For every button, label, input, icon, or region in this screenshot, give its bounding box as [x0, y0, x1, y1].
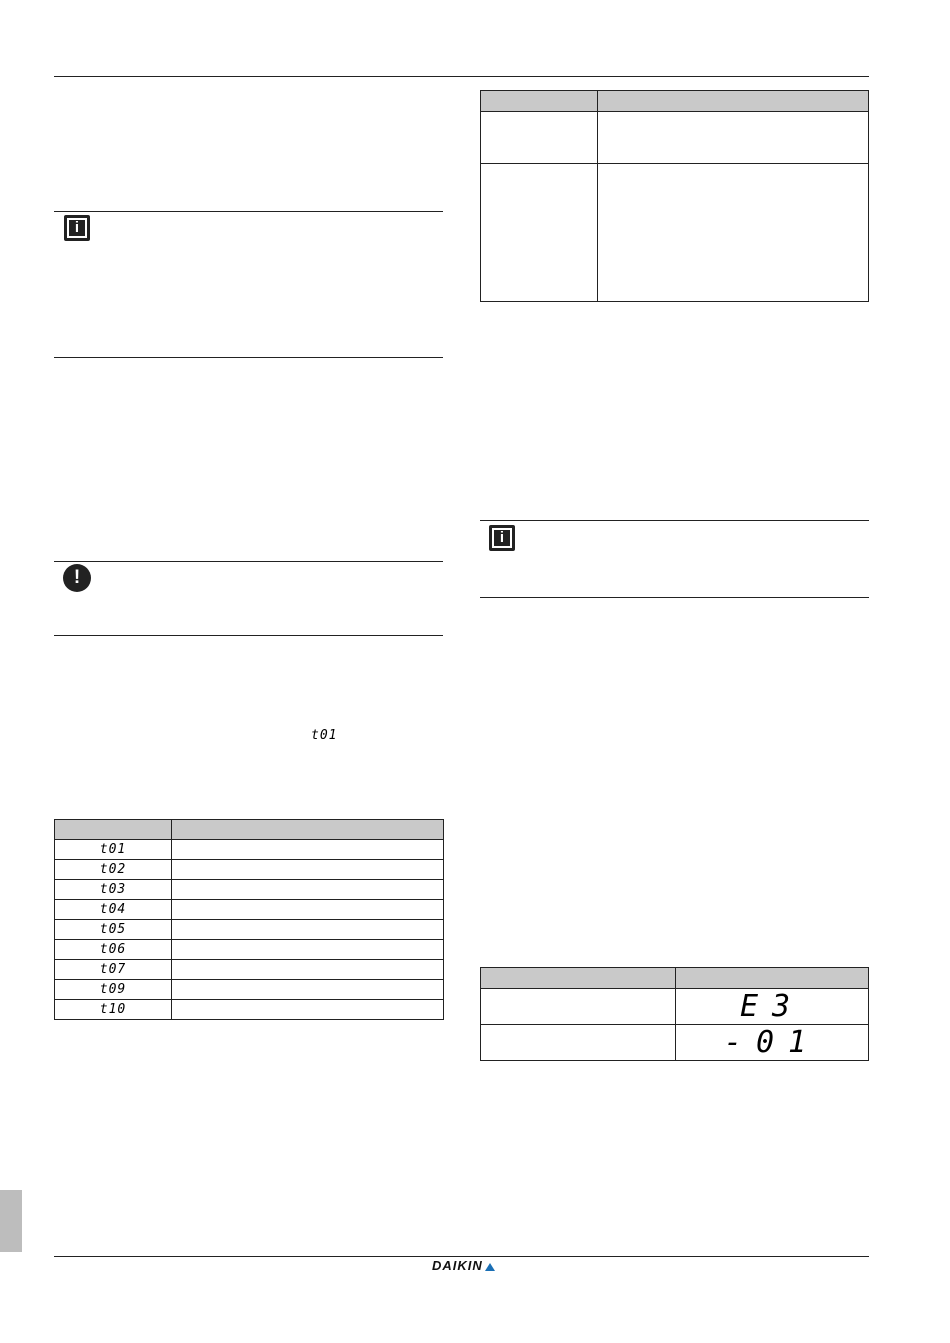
table-row: [55, 940, 444, 960]
table-header-cell: [55, 820, 172, 840]
test-code-cell: t09: [55, 980, 172, 1000]
table-row: [55, 880, 444, 900]
test-code-cell: t10: [55, 1000, 172, 1020]
info-note-2-bottom-rule: [480, 597, 869, 598]
test-code-cell: t07: [55, 960, 172, 980]
test-desc-cell: [172, 840, 444, 860]
table-row: [55, 960, 444, 980]
info-icon: i: [64, 215, 90, 241]
test-code-cell: t04: [55, 900, 172, 920]
test-desc-cell: [172, 980, 444, 1000]
test-desc-cell: [172, 1000, 444, 1020]
table-row: [481, 989, 869, 1025]
daikin-logo: [432, 1258, 495, 1273]
table-header-cell: [481, 91, 598, 112]
test-code-cell: t06: [55, 940, 172, 960]
table-header-row: [481, 91, 869, 112]
warning-icon: !: [63, 564, 91, 592]
table-row: [55, 920, 444, 940]
table-cell: [598, 164, 869, 302]
top-right-table: [480, 90, 869, 302]
test-code-cell: t05: [55, 920, 172, 940]
warning-note-bottom-rule: [54, 635, 443, 636]
test-code-cell: t01: [55, 840, 172, 860]
info-note-2-top-rule: [480, 520, 869, 521]
header-rule: [54, 76, 869, 77]
footer-rule: [54, 1256, 869, 1257]
brand-text: DAIKIN: [432, 1258, 483, 1273]
table-cell: [598, 112, 869, 164]
table-row: [55, 840, 444, 860]
test-desc-cell: [172, 880, 444, 900]
side-tab: [0, 1190, 22, 1252]
table-row: [55, 980, 444, 1000]
info-note-bottom-rule: [54, 357, 443, 358]
table-row: [481, 112, 869, 164]
info-note-top-rule: [54, 211, 443, 212]
table-row: [481, 164, 869, 302]
table-row: [481, 1025, 869, 1061]
table-row: [55, 900, 444, 920]
table-row: [55, 1000, 444, 1020]
table-cell: [481, 112, 598, 164]
test-code-cell: t03: [55, 880, 172, 900]
table-row: [55, 860, 444, 880]
table-header-cell: [481, 968, 676, 989]
table-header-cell: [598, 91, 869, 112]
test-desc-cell: [172, 940, 444, 960]
test-desc-cell: [172, 920, 444, 940]
table-header-cell: [676, 968, 869, 989]
table-header-row: [481, 968, 869, 989]
error-code-display: E3: [676, 989, 869, 1025]
test-code-cell: t02: [55, 860, 172, 880]
inline-display-code: t01: [311, 728, 338, 743]
test-desc-cell: [172, 900, 444, 920]
table-cell: [481, 989, 676, 1025]
brand-mark-icon: [485, 1263, 495, 1271]
table-header-cell: [172, 820, 444, 840]
warning-note-top-rule: [54, 561, 443, 562]
test-codes-table: [54, 819, 444, 1020]
table-header-row: [55, 820, 444, 840]
table-cell: [481, 1025, 676, 1061]
test-desc-cell: [172, 860, 444, 880]
error-display-table: [480, 967, 869, 1061]
test-desc-cell: [172, 960, 444, 980]
error-subcode-display: -01: [676, 1025, 869, 1061]
info-icon: i: [489, 525, 515, 551]
table-cell: [481, 164, 598, 302]
